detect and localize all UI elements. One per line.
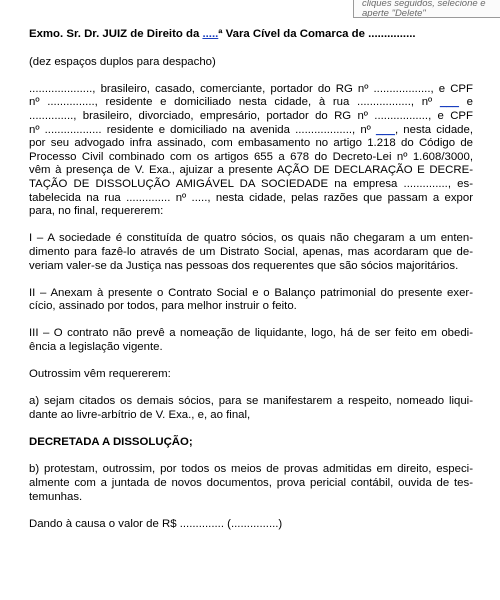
petition-body bbox=[29, 28, 473, 545]
instruction-note-line-2: aperte "Delete" bbox=[362, 9, 426, 18]
item-1-line-3: veriam valer-se da Justiça nas pessoas dos requerentes que são sócios majoritários. bbox=[29, 259, 459, 272]
street-number-field-1[interactable]: ___ bbox=[439, 96, 459, 109]
item-1-line-2: dimento para fazê-lo através de um Distrato Social, apenas, mas acordaram que de- bbox=[29, 245, 473, 258]
item-3-line-2: ência a legislação vigente. bbox=[29, 341, 163, 354]
intro-line-1: ...................., brasileiro, casado, comerciante, portador do RG nº .................., e CPF bbox=[29, 82, 473, 95]
intro-line-10: para, no final, requererem: bbox=[29, 205, 164, 218]
heading-prefix: Exmo. Sr. Dr. JUIZ de Direito da bbox=[29, 28, 203, 40]
intro-line-6: Processo Civil combinado com os artigos 655 a 678 do Decreto-Lei nº 1.608/3000, bbox=[29, 150, 473, 163]
item-1-paragraph bbox=[29, 232, 473, 273]
heading-suffix: ª Vara Cível da Comarca de ............... bbox=[218, 28, 416, 40]
intro-line-5: por seu advogado infra assinado, com embasamento no artigo 1.218 do Código de bbox=[29, 137, 473, 150]
item-2-line-1: II – Anexam à presente o Contrato Social e o Balanço patrimonial do presente exer- bbox=[29, 286, 473, 299]
outrossim-paragraph: Outrossim vêm requererem: bbox=[29, 368, 171, 381]
request-b-line-3: temunhas. bbox=[29, 490, 83, 503]
item-2-line-2: cício, assinado por todos, para melhor instruir o feito. bbox=[29, 300, 297, 313]
instruction-note bbox=[353, 0, 500, 18]
request-b-line-1: b) protestam, outrossim, por todos os meios de provas admitidas em direito, especi- bbox=[29, 463, 473, 476]
intro-line-4: nº .................. residente e domiciliado na avenida .................., nº ___, nesta cidade, bbox=[29, 123, 473, 136]
intro-paragraph bbox=[29, 83, 473, 219]
intro-line-9: tabelecida na rua .............. nº ....., nesta cidade, pelas razões que passam a expor bbox=[29, 191, 473, 204]
request-b-paragraph bbox=[29, 463, 473, 504]
request-b-line-2: almente com a juntada de novos documentos, prova pericial contábil, ouvida de tes- bbox=[29, 477, 473, 489]
item-2-paragraph bbox=[29, 287, 473, 314]
request-a-paragraph bbox=[29, 395, 473, 422]
vara-number-field[interactable]: ..... bbox=[202, 28, 219, 40]
spacing-note: (dez espaços duplos para despacho) bbox=[29, 55, 216, 68]
item-3-paragraph bbox=[29, 327, 473, 354]
intro-line-7: vêm à presença de V. Exa., ajuizar a presente AÇÃO DE DECLARAÇÃO E DECRE- bbox=[29, 164, 473, 177]
intro-line-3: .............., brasileiro, divorciado, empresário, portador do RG nº ................., e CPF bbox=[29, 109, 473, 122]
item-1-line-1: I – A sociedade é constituída de quatro sócios, os quais não chegaram a um enten- bbox=[29, 232, 473, 245]
case-value-paragraph: Dando à causa o valor de R$ .............. (...............) bbox=[29, 517, 283, 530]
request-a-line-2: dante ao livre-arbítrio de V. Exa., e, ao final, bbox=[29, 409, 251, 422]
decretada-heading: DECRETADA A DISSOLUÇÃO; bbox=[29, 436, 193, 449]
street-number-field-2[interactable]: ___ bbox=[375, 123, 395, 136]
instruction-note-line-1: cliques seguidos, selecione e bbox=[362, 0, 486, 9]
item-3-line-1: III – O contrato não prevê a nomeação de liquidante, logo, há de ser feito em obedi- bbox=[29, 327, 473, 340]
intro-line-2: nº ..............., residente e domiciliado nesta cidade, à rua ................., nº ___ e bbox=[29, 96, 473, 109]
petition-heading bbox=[29, 28, 473, 42]
intro-line-8: TAÇÃO DE DISSOLUÇÃO AMIGÁVEL DA SOCIEDADE na empresa .............., es- bbox=[29, 177, 473, 190]
request-a-line-1: a) sejam citados os demais sócios, para se manifestarem a respeito, nomeado liqui- bbox=[29, 395, 473, 408]
